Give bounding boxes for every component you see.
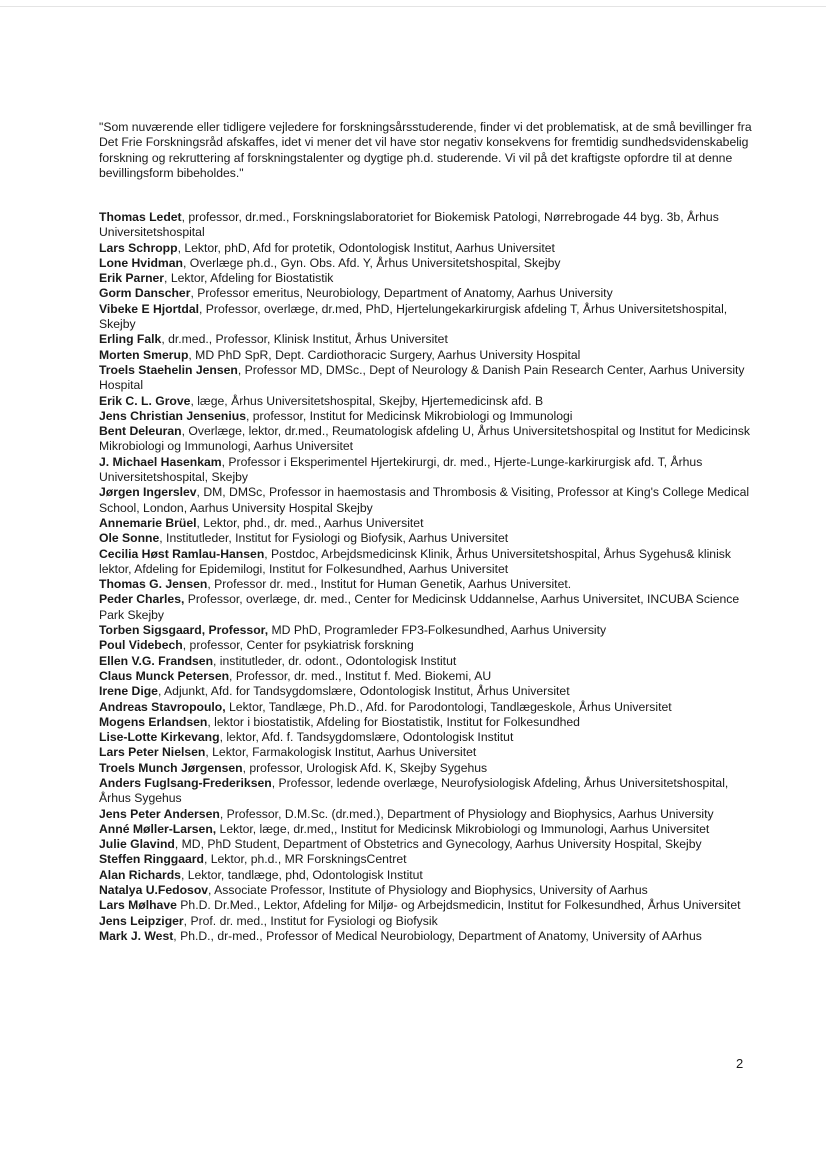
signer-name: Morten Smerup (99, 347, 189, 362)
signer-affiliation: Lektor, Tandlæge, Ph.D., Afd. for Parodontologi, Tandlægeskole, Århus Universitet (225, 699, 672, 714)
signer-affiliation: Professor, overlæge, dr. med., Center for Medicinsk Uddannelse, Aarhus Universitet, INCUBA Science Park Skejby (99, 592, 740, 622)
signer-name: Andreas Stavropoulo, (99, 699, 226, 714)
signer-name: Mogens Erlandsen (99, 714, 208, 729)
signer-entry (99, 914, 759, 929)
signer-affiliation: , professor, Center for psykiatrisk forskning (182, 638, 414, 653)
signer-entry (99, 623, 759, 638)
signer-name: J. Michael Hasenkam (99, 454, 222, 469)
signer-name: Mark J. West (99, 928, 174, 943)
signer-name: Anné Møller-Larsen, (99, 821, 217, 836)
signer-name: Poul Videbech (99, 638, 183, 653)
signer-entry (99, 807, 759, 822)
page-top-rule (0, 6, 826, 7)
signer-affiliation: , Lektor, ph.d., MR ForskningsCentret (203, 852, 407, 867)
signer-name: Alan Richards (99, 867, 181, 882)
signer-affiliation: , institutleder, dr. odont., Odontologisk Institut (213, 653, 457, 668)
signer-name: Erik Parner (99, 271, 165, 286)
signer-entry (99, 592, 759, 623)
signer-name: Erling Falk (99, 332, 162, 347)
signer-entry (99, 852, 759, 867)
signer-affiliation: , Professor MD, DMSc., Dept of Neurology & Danish Pain Research Center, Aarhus University Hospital (99, 362, 745, 393)
signer-entry (99, 715, 759, 730)
signer-name: Lars Peter Nielsen (99, 745, 206, 760)
signer-entry (99, 286, 759, 301)
signer-affiliation: , Prof. dr. med., Institut for Fysiologi og Biofysik (183, 913, 438, 928)
signer-affiliation: MD PhD, Programleder FP3-Folkesundhed, Aarhus University (268, 623, 607, 638)
signer-entry (99, 837, 759, 852)
signer-name: Jørgen Ingerslev (99, 485, 197, 500)
signer-name: Torben Sigsgaard, Professor, (99, 623, 269, 638)
signer-name: Vibeke E Hjortdal (99, 301, 200, 316)
signer-name: Peder Charles, (99, 592, 185, 607)
signer-entry (99, 348, 759, 363)
signer-affiliation: , Postdoc, Arbejdsmedicinsk Klinik, Århus Universitetshospital, Århus Sygehus& klinisk lektor, Afdeling for Epidemilogi, Institut for Folkesundhed, Aarhus Universitet (99, 546, 731, 576)
signer-affiliation: , Overlæge, lektor, dr.med., Reumatologisk afdeling U, Århus Universitetshospital og Institut for Medicinsk Mikrobiologi og Immunologi, Aarhus Universitet (99, 424, 750, 454)
signer-affiliation: , MD PhD SpR, Dept. Cardiothoracic Surgery, Aarhus University Hospital (188, 347, 581, 362)
signer-entry (99, 868, 759, 883)
signer-affiliation: , Lektor, phD, Afd for protetik, Odontologisk Institut, Aarhus Universitet (177, 240, 555, 255)
statement-quote: "Som nuværende eller tidligere vejledere for forskningsårsstuderende, finder vi det problematisk, at de små bevillinger fra Det Frie Forskningsråd afskaffes, idet vi mener det vil have stor negativ konsekvens for fremtidig sundhedsvidenskabelig forskning og rekruttering af forskningstalenter og dygtige ph.d. studerende. Vi vil på det kraftigste opfordre til at denne bevillingsform bibeholdes." (99, 120, 752, 180)
signer-name: Thomas Ledet (99, 210, 182, 224)
signer-entry (99, 822, 759, 837)
signer-name: Gorm Danscher (99, 286, 191, 301)
signer-entry (99, 516, 759, 531)
signer-name: Lars Mølhave (99, 898, 177, 913)
signer-entry (99, 898, 759, 913)
signer-affiliation: , lektor, Afd. f. Tandsygdomslære, Odontologisk Institut (219, 730, 514, 745)
signer-affiliation: , Professor, overlæge, dr.med, PhD, Hjertelungekarkirurgisk afdeling T, Århus Universitetshospital, Skejby (99, 301, 728, 332)
signer-affiliation: , Associate Professor, Institute of Physiology and Biophysics, University of Aarhus (208, 883, 648, 898)
signer-affiliation: Ph.D. Dr.Med., Lektor, Afdeling for Miljø- og Arbejdsmedicin, Institut for Folkesundhed, Århus Universitet (176, 898, 741, 913)
signer-affiliation: , DM, DMSc, Professor in haemostasis and Thrombosis & Visiting, Professor at King's College Medical School, London, Aarhus University Hospital Skejby (99, 485, 750, 515)
signer-affiliation: , professor, Institut for Medicinsk Mikrobiologi og Immunologi (245, 408, 573, 423)
signer-name: Irene Dige (99, 684, 158, 699)
signer-name: Julie Glavind (99, 837, 175, 852)
signer-entry (99, 256, 759, 271)
page-number: 2 (736, 1056, 744, 1071)
signer-name: Jens Peter Andersen (99, 806, 220, 821)
signer-entry (99, 700, 759, 715)
signer-name: Jens Leipziger (99, 913, 184, 928)
signer-name: Cecilia Høst Ramlau-Hansen (99, 546, 265, 561)
signer-entry (99, 424, 759, 455)
signer-name: Troels Staehelin Jensen (99, 362, 238, 377)
signer-affiliation: , Lektor, tandlæge, phd, Odontologisk Institut (180, 867, 423, 882)
signer-affiliation: , professor, Urologisk Afd. K, Skejby Sygehus (242, 760, 488, 775)
signer-affiliation: , Lektor, Farmakologisk Institut, Aarhus Universitet (205, 745, 477, 760)
signer-entry (99, 409, 759, 424)
signer-name: Claus Munck Petersen (99, 668, 230, 683)
signer-entry (99, 730, 759, 745)
signer-name: Annemarie Brüel (99, 515, 197, 530)
signer-entry (99, 577, 759, 592)
signer-affiliation: , læge, Århus Universitetshospital, Skejby, Hjertemedicinsk afd. B (190, 393, 544, 408)
signer-entry (99, 684, 759, 699)
signer-affiliation: , lektor i biostatistik, Afdeling for Biostatistik, Institut for Folkesundhed (207, 714, 580, 729)
signer-entry (99, 654, 759, 669)
signer-affiliation: , Professor emeritus, Neurobiology, Department of Anatomy, Aarhus University (190, 286, 613, 301)
signer-entry (99, 929, 759, 944)
signer-name: Bent Deleuran (99, 424, 182, 439)
signer-affiliation: , Overlæge ph.d., Gyn. Obs. Afd. Y, Århus Universitetshospital, Skejby (182, 255, 561, 270)
signer-name: Natalya U.Fedosov (99, 883, 209, 898)
signer-name: Jens Christian Jensenius (99, 408, 246, 423)
signer-name: Erik C. L. Grove (99, 393, 191, 408)
signer-entry (99, 669, 759, 684)
signer-entry (99, 776, 759, 807)
signer-entry (99, 271, 759, 286)
signer-affiliation: , Adjunkt, Afd. for Tandsygdomslære, Odontologisk Institut, Århus Universitet (157, 684, 570, 699)
signer-entry (99, 210, 759, 241)
signer-affiliation: Lektor, læge, dr.med,, Institut for Medicinsk Mikrobiologi og Immunologi, Aarhus Universitet (216, 821, 710, 836)
signer-entry (99, 332, 759, 347)
signer-entry (99, 761, 759, 776)
signer-affiliation: , Institutleder, Institut for Fysiologi og Biofysik, Aarhus Universitet (159, 531, 509, 546)
signer-entry (99, 363, 759, 394)
signer-entry (99, 241, 759, 256)
signer-list (99, 210, 759, 944)
signer-entry (99, 883, 759, 898)
signer-entry (99, 745, 759, 760)
signer-affiliation: , Ph.D., dr-med., Professor of Medical Neurobiology, Department of Anatomy, University of AArhus (173, 928, 702, 943)
signer-name: Thomas G. Jensen (99, 577, 208, 592)
signer-name: Anders Fuglsang-Frederiksen (99, 775, 272, 790)
signer-entry (99, 394, 759, 409)
signer-name: Steffen Ringgaard (99, 852, 204, 867)
signer-entry (99, 455, 759, 486)
signer-name: Lars Schropp (99, 240, 178, 255)
signer-affiliation: , Professor, D.M.Sc. (dr.med.), Department of Physiology and Biophysics, Aarhus University (219, 806, 714, 821)
signer-affiliation: , Professor dr. med., Institut for Human Genetik, Aarhus Universitet. (207, 577, 572, 592)
signer-affiliation: , Professor i Eksperimentel Hjertekirurgi, dr. med., Hjerte-Lunge-karkirurgisk afd. T, Århus Universitetshospital, Skejby (99, 454, 703, 485)
signer-name: Troels Munch Jørgensen (99, 760, 243, 775)
signer-name: Lone Hvidman (99, 255, 183, 270)
signer-entry (99, 638, 759, 653)
signer-entry (99, 302, 759, 333)
signer-affiliation: , Lektor, Afdeling for Biostatistik (164, 271, 334, 286)
signer-affiliation: , Professor, ledende overlæge, Neurofysiologisk Afdeling, Århus Universitetshospital, Århus Sygehus (99, 775, 729, 806)
signer-entry (99, 547, 759, 578)
signer-affiliation: , MD, PhD Student, Department of Obstetrics and Gynecology, Aarhus University Hospital, Skejby (174, 837, 702, 852)
signer-affiliation: , Professor, dr. med., Institut f. Med. Biokemi, AU (229, 668, 492, 683)
signer-entry (99, 531, 759, 546)
signer-affiliation: , Lektor, phd., dr. med., Aarhus Universitet (196, 515, 424, 530)
signer-affiliation: , dr.med., Professor, Klinisk Institut, Århus Universitet (161, 332, 448, 347)
signer-affiliation: , professor, dr.med., Forskningslaboratoriet for Biokemisk Patologi, Nørrebrogade 44 byg. 3b, Århus Universitetshospital (99, 210, 719, 240)
signer-name: Ole Sonne (99, 531, 160, 546)
signer-name: Ellen V.G. Frandsen (99, 653, 214, 668)
signer-entry (99, 485, 759, 516)
signer-name: Lise-Lotte Kirkevang (99, 730, 220, 745)
